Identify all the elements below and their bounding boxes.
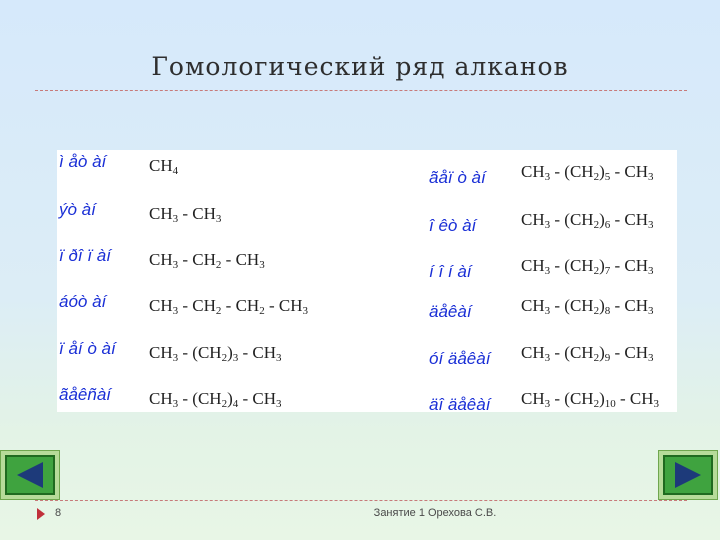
- right-alkane-formula: $CH_3 - (CH_2)_8 - CH_3$: [521, 296, 654, 317]
- left-alkane-name: áóò àí: [59, 292, 107, 311]
- slide-title: Гомологический ряд алканов: [151, 52, 569, 81]
- left-alkane-formula: $CH_3 - CH_2 - CH_2 - CH_3$: [149, 296, 308, 317]
- right-alkane-formula: $CH_3 - (CH_2)_5 - CH_3$: [521, 162, 654, 183]
- left-alkane-formula: $CH_3 - (CH_2)_4 - CH_3$: [149, 389, 282, 410]
- right-alkane-formula: $CH_3 - (CH_2)_{10} - CH_3$: [521, 389, 660, 410]
- prev-button-face[interactable]: [5, 455, 55, 495]
- left-alkane-formula: $CH_3 - (CH_2)_3 - CH_3$: [149, 343, 282, 364]
- next-slide-button[interactable]: [658, 450, 718, 500]
- left-alkane-formula: $CH_3 - CH_2 - CH_3$: [149, 250, 265, 271]
- left-alkane-name: ãåêñàí: [59, 385, 111, 404]
- right-alkane-name: ãåï ò àí: [429, 168, 486, 187]
- right-alkane-formula: $CH_3 - (CH_2)_7 - CH_3$: [521, 256, 654, 277]
- top-divider: [35, 90, 687, 91]
- right-alkane-name: í î í àí: [429, 262, 472, 281]
- left-alkane-name: ï ðî ï àí: [59, 246, 111, 265]
- left-alkane-name: ì åò àí: [59, 152, 107, 171]
- right-alkane-name: î êò àí: [429, 216, 477, 235]
- prev-slide-button[interactable]: [0, 450, 60, 500]
- left-alkane-formula: $CH_4$: [149, 156, 179, 177]
- right-alkane-formula: $CH_3 - (CH_2)_9 - CH_3$: [521, 343, 654, 364]
- bottom-divider: [35, 500, 687, 501]
- right-arrow-icon: [671, 460, 705, 490]
- left-alkane-formula: $CH_3 - CH_3$: [149, 204, 222, 225]
- left-arrow-icon: [13, 460, 47, 490]
- right-alkane-name: äåêàí: [429, 302, 472, 321]
- next-button-face[interactable]: [663, 455, 713, 495]
- left-alkane-name: ýò àí: [59, 200, 96, 219]
- right-alkane-name: äî äåêàí: [429, 395, 491, 414]
- right-alkane-name: óí äåêàí: [429, 349, 491, 368]
- page-number: 8: [55, 507, 62, 519]
- alkane-table: [57, 150, 677, 412]
- footer-text: Занятие 1 Орехова С.В.: [373, 507, 497, 519]
- right-alkane-formula: $CH_3 - (CH_2)_6 - CH_3$: [521, 210, 654, 231]
- left-alkane-name: ï åí ò àí: [59, 339, 116, 358]
